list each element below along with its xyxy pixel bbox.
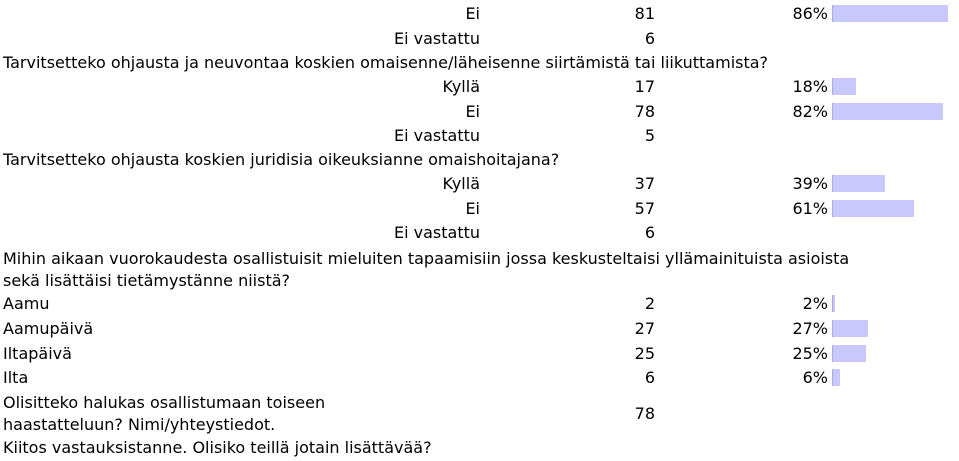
answer-label: Iltapäivä xyxy=(3,344,72,363)
answer-percent: 39% xyxy=(792,174,828,193)
answer-bar xyxy=(832,320,868,337)
answer-label: Ei xyxy=(465,102,480,121)
answer-bar xyxy=(832,200,914,217)
answer-label: Aamupäivä xyxy=(3,319,94,338)
answer-count: 25 xyxy=(634,344,655,363)
answer-percent: 27% xyxy=(792,319,828,338)
answer-label: Ei vastattu xyxy=(393,126,480,145)
question-text: Tarvitsetteko ohjausta ja neuvontaa koskien omaisenne/läheisenne siirtämistä tai liikuttamista? xyxy=(3,53,769,72)
answer-count: 6 xyxy=(644,223,655,242)
answer-bar xyxy=(832,369,840,386)
answer-count: 17 xyxy=(634,77,655,96)
answer-count: 5 xyxy=(644,126,655,145)
answer-percent: 86% xyxy=(792,4,828,23)
question-text-continued: haastatteluun? Nimi/yhteystiedot. xyxy=(3,415,276,434)
question-text: Kiitos vastauksistanne. Olisiko teillä jotain lisättävää? xyxy=(3,438,432,457)
answer-label: Kyllä xyxy=(442,77,480,96)
answer-bar xyxy=(832,295,835,312)
answer-label: Ei xyxy=(465,4,480,23)
question-text: Olisitteko halukas osallistumaan toiseen xyxy=(3,393,326,412)
answer-count: 78 xyxy=(634,404,655,423)
answer-percent: 82% xyxy=(792,102,828,121)
answer-count: 2 xyxy=(644,294,655,313)
answer-bar xyxy=(832,78,856,95)
answer-bar xyxy=(832,5,948,22)
answer-label: Ilta xyxy=(3,368,29,387)
answer-bar xyxy=(832,175,885,192)
answer-label: Ei xyxy=(465,199,480,218)
answer-percent: 6% xyxy=(802,368,828,387)
question-text-continued: sekä lisättäisi tietämystänne niistä? xyxy=(3,271,291,290)
answer-count: 27 xyxy=(634,319,655,338)
question-text: Mihin aikaan vuorokaudesta osallistuisit mieluiten tapaamisiin jossa keskusteltaisi yllämainituista asioista xyxy=(3,249,850,268)
answer-label: Ei vastattu xyxy=(393,29,480,48)
answer-count: 6 xyxy=(644,368,655,387)
answer-count: 37 xyxy=(634,174,655,193)
answer-bar xyxy=(832,345,866,362)
question-text: Tarvitsetteko ohjausta koskien juridisia oikeuksianne omaishoitajana? xyxy=(3,150,560,169)
answer-percent: 2% xyxy=(802,294,828,313)
answer-count: 78 xyxy=(634,102,655,121)
answer-count: 81 xyxy=(634,4,655,23)
answer-count: 6 xyxy=(644,29,655,48)
answer-percent: 61% xyxy=(792,199,828,218)
answer-label: Ei vastattu xyxy=(393,223,480,242)
answer-label: Kyllä xyxy=(442,174,480,193)
answer-percent: 18% xyxy=(792,77,828,96)
answer-label: Aamu xyxy=(3,294,50,313)
answer-count: 57 xyxy=(634,199,655,218)
answer-percent: 25% xyxy=(792,344,828,363)
answer-bar xyxy=(832,103,943,120)
